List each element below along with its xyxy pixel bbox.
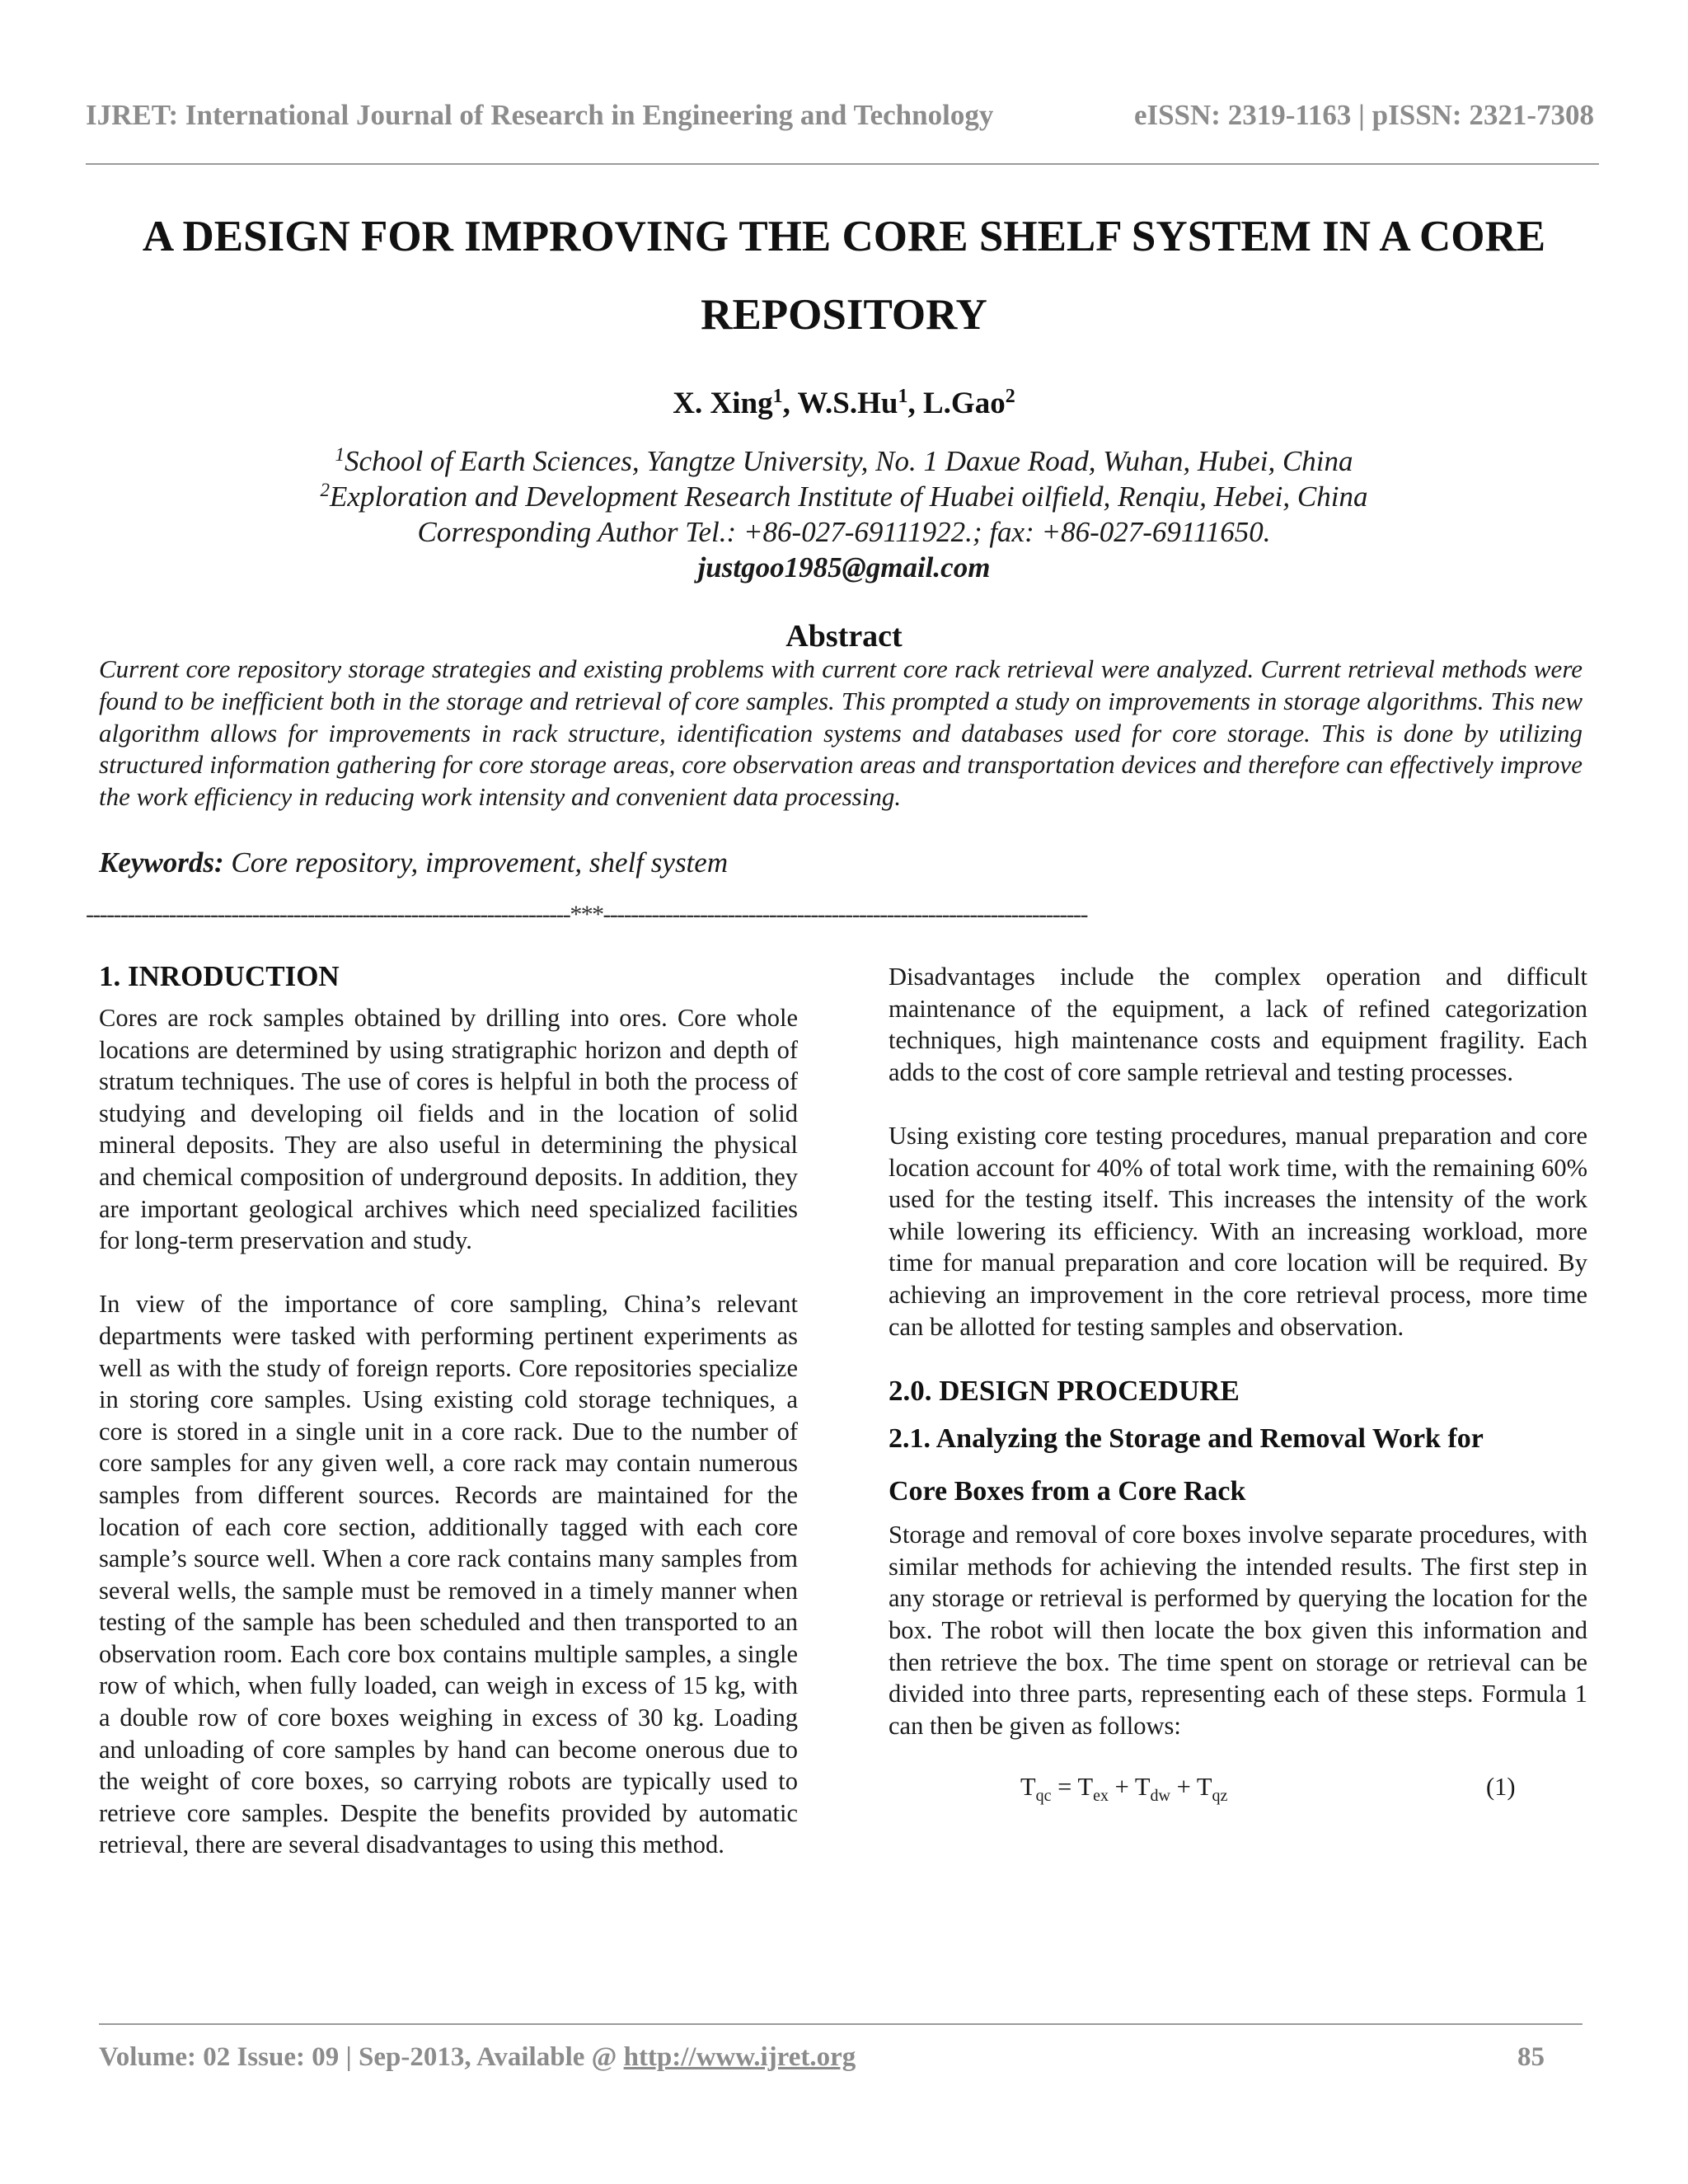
body-paragraph: In view of the importance of core sampling, China’s relevant departments were tasked with performing pertinent experiments as well as with the study of foreign reports. Core repositories specialize in storing core samples. Using existing cold storage techniques, a core is stored in a single unit in a core rack. Due to the number of core samples for any given well, a core rack may contain numerous samples from different sources. Records are maintained for the location of each core section, additionally tagged with each core sample’s source well. When a core rack contains many samples from several wells, the sample must be removed in a timely manner when testing of the sample has been scheduled and then transported to an observation room. Each core box contains multiple samples, a single row of which, when fully loaded, can weigh in excess of 15 kg, with a double row of core boxes weighing in excess of 30 kg. Loading and unloading of core samples by hand can become onerous due to the weight of core boxes, so carrying robots are typically used to retrieve core samples. Despite the benefits provided by automatic retrieval, there are several disadvantages to using this method. <box>99 1290 798 1859</box>
subsection-heading-line-2: Core Boxes from a Core Rack <box>889 1476 1246 1507</box>
body-paragraph: Disadvantages include the complex operation and difficult maintenance of the equipment, a lack of refined categorization techniques, high maintenance costs and equipment fragility. Each adds to the cost of core sample retrieval and testing processes. <box>889 963 1587 1086</box>
author-affiliation-mark: 1 <box>898 386 908 407</box>
keywords <box>99 846 1582 879</box>
page-footer <box>99 2042 1545 2073</box>
author-name: W.S.Hu <box>797 387 898 420</box>
footer-volume-info <box>99 2042 856 2073</box>
keywords-text: Core repository, improvement, shelf system <box>231 846 729 879</box>
affiliation-text: School of Earth Sciences, Yangtze University, No. 1 Daxue Road, Wuhan, Hubei, China <box>344 445 1353 477</box>
keywords-label: Keywords: <box>99 846 224 879</box>
issn-numbers: eISSN: 2319-1163 | pISSN: 2321-7308 <box>1133 99 1594 131</box>
author-name: L.Gao <box>922 387 1006 420</box>
affiliations <box>0 443 1688 585</box>
affiliation-1 <box>0 443 1688 479</box>
formula-1 <box>889 1771 1587 1807</box>
contact-email: justgoo1985@gmail.com <box>697 551 991 583</box>
right-column <box>889 961 1587 1807</box>
subsection-heading-line-1: 2.1. Analyzing the Storage and Removal Work for <box>889 1423 1484 1455</box>
author-separator: , <box>907 387 923 420</box>
body-paragraph: Cores are rock samples obtained by drilling into ores. Core whole locations are determined by using stratigraphic horizon and depth of stratum techniques. The use of cores is helpful in both the process of studying and developing oil fields and in the location of solid mineral deposits. They are also useful in determining the physical and chemical composition of underground deposits. In addition, they are important geological archives which need specialized facilities for long-term preservation and study. <box>99 1004 798 1255</box>
author-list <box>0 386 1688 421</box>
abstract-text: Current core repository storage strategies and existing problems with current core rack retrieval were analyzed. Current retrieval methods were found to be inefficient both in the storage and retrieval of core samples. This prompted a study on improvements in storage algorithms. This new algorithm allows for improvements in rack structure, identification systems and databases used for core storage. This is done by utilizing structured information gathering for core storage areas, core observation areas and transportation devices and therefore can effectively improve the work efficiency in reducing work intensity and convenient data processing. <box>99 654 1582 812</box>
title-line-1: A DESIGN FOR IMPROVING THE CORE SHELF SYSTEM IN A CORE <box>142 213 1546 260</box>
affiliation-text: Exploration and Development Research Institute of Huabei oilfield, Renqiu, Hebei, China <box>330 480 1368 513</box>
formula-term: T <box>1077 1773 1094 1802</box>
author-affiliation-mark: 1 <box>772 386 783 407</box>
section-heading-introduction: 1. INRODUCTION <box>99 960 340 992</box>
corresponding-author: Corresponding Author Tel.: +86-027-69111922.; fax: +86-027-69111650. <box>417 516 1271 548</box>
abstract-heading: Abstract <box>785 619 903 654</box>
formula-term: T <box>1134 1773 1151 1802</box>
body-paragraph: Using existing core testing procedures, manual preparation and core location account for 40% of total work time, with the remaining 60% used for the testing itself. This increases the intensity of the work while lowering its efficiency. With an increasing workload, more time for manual preparation and core location will be required. By achieving an improvement in the core retrieval process, more time can be allotted for testing samples and observation. <box>889 1121 1587 1341</box>
journal-link[interactable]: http://www.ijret.org <box>623 2042 856 2072</box>
journal-name: IJRET: International Journal of Research in Engineering and Technology <box>86 99 994 131</box>
affiliation-mark: 1 <box>335 444 345 465</box>
section-heading-design-procedure: 2.0. DESIGN PROCEDURE <box>889 1375 1240 1408</box>
footer-rule <box>99 2023 1582 2025</box>
author-separator: , <box>782 387 798 420</box>
formula-term: T <box>1196 1773 1212 1802</box>
formula-subscript: ex <box>1093 1787 1109 1806</box>
formula-subscript: dw <box>1150 1787 1170 1806</box>
formula-number: (1) <box>1486 1773 1516 1802</box>
affiliation-mark: 2 <box>320 480 331 500</box>
section-separator: ----------------------------------------------------------------------***---------------------------------------------------------------------- <box>86 901 1087 928</box>
paper-title <box>49 198 1639 354</box>
formula-subscript: qz <box>1212 1787 1228 1806</box>
affiliation-2 <box>0 479 1688 514</box>
formula-subscript: qc <box>1035 1787 1052 1806</box>
formula-term: T <box>1020 1773 1036 1802</box>
page-number: 85 <box>1517 2042 1545 2072</box>
author-name: X. Xing <box>673 387 773 420</box>
body-paragraph: Storage and removal of core boxes involve separate procedures, with similar methods for achieving the intended results. The first step in any storage or retrieval is performed by querying the location for the box. The robot will then locate the box given this information and then retrieve the box. The time spent on storage or retrieval can be divided into three parts, representing each of these steps. Formula 1 can then be given as follows: <box>889 1521 1587 1740</box>
header-rule <box>86 163 1599 165</box>
footer-prefix: Volume: 02 Issue: 09 | Sep-2013, Available @ <box>99 2042 624 2072</box>
formula-expression: $T_{qc} = T_{ex} + T_{dw} + T_{qz}$ <box>1020 1773 1228 1806</box>
title-line-2: REPOSITORY <box>701 291 987 339</box>
left-column <box>99 961 798 1861</box>
running-header <box>86 99 1594 132</box>
author-affiliation-mark: 2 <box>1005 386 1015 407</box>
